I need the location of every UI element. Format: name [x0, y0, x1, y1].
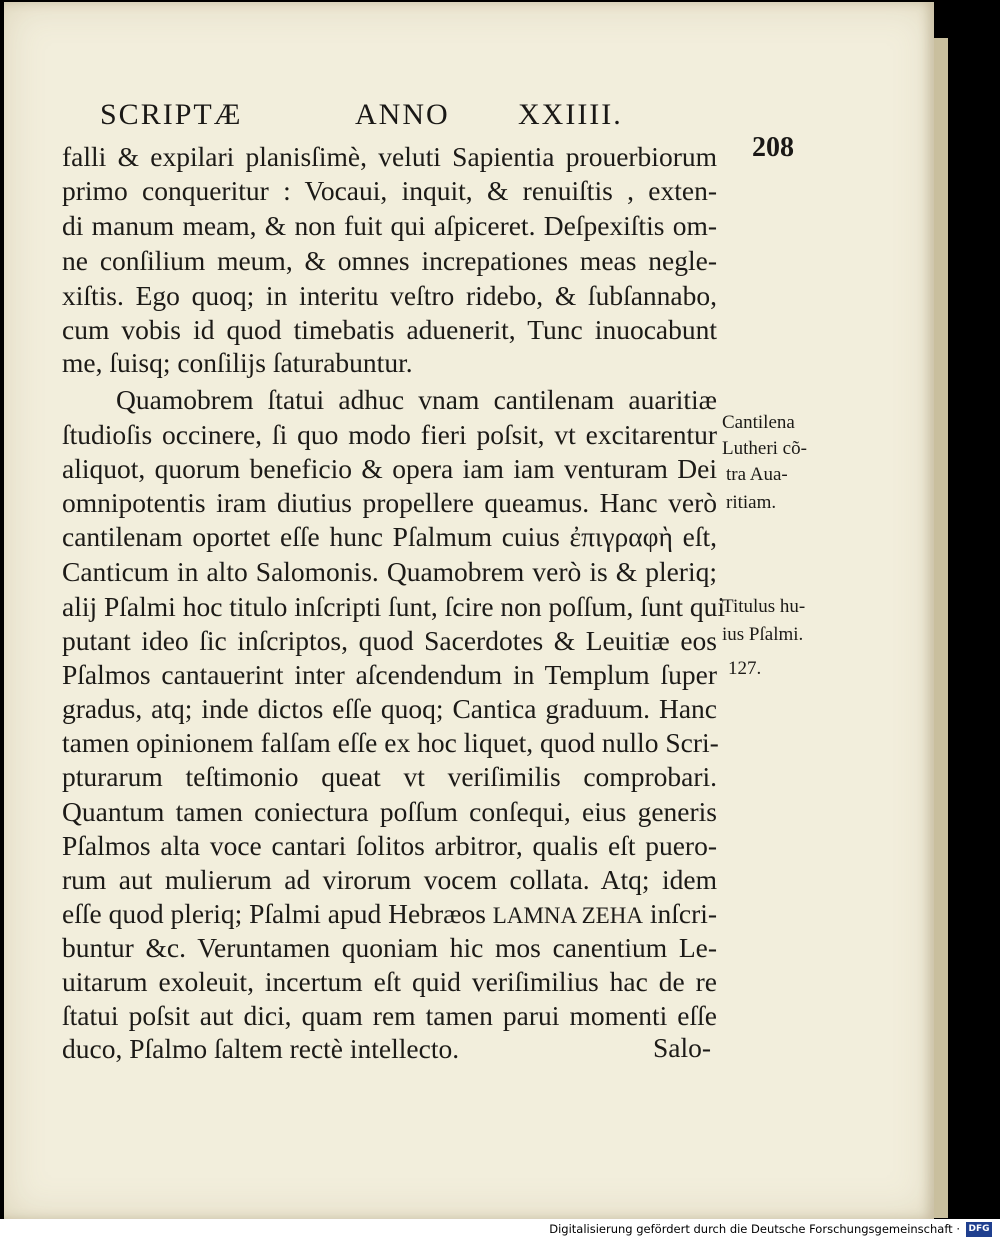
margin-line: 127. [728, 658, 762, 679]
text-line: ſtudioſis occinere, ſi quo modo fieri poſsit, vt excitarentur [62, 419, 717, 450]
text-line: rum aut mulierum ad virorum vocem collata. Atq; idem [62, 864, 717, 895]
text-line-with-smallcaps [62, 897, 717, 930]
margin-line: ius Pſalmi. [722, 624, 804, 645]
footer-bar [0, 1219, 1000, 1241]
text-line: omnipotentis iram diutius propellere queamus. Hanc verò [62, 487, 717, 518]
text-line: falli & expilari planisſimè, veluti Sapientia prouerbiorum [62, 141, 717, 172]
text-line: Pſalmos alta voce cantari ſolitos arbitror, qualis eſt puero- [62, 830, 717, 861]
text-line: me, ſuisq; conſilijs ſaturabuntur. [62, 347, 413, 378]
running-header [100, 98, 720, 138]
smallcaps-term: LAMNA ZEHA [492, 903, 643, 928]
running-title-part-1: SCRIPTÆ [100, 98, 243, 131]
text-segment: inſcri- [649, 898, 718, 929]
margin-line: tra Aua- [726, 464, 788, 485]
text-line: Canticum in alto Salomonis. Quamobrem verò is & pleriq; [62, 556, 717, 587]
text-line: tamen opinionem falſam eſſe ex hoc liquet, quod nullo Scri- [62, 727, 719, 758]
text-line: ne conſilium meum, & omnes increpationes meas negle- [62, 245, 717, 276]
text-line: putant ideo ſic inſcriptos, quod Sacerdotes & Leuitiæ eos [62, 625, 717, 656]
page-number: 208 [752, 132, 794, 163]
margin-line: ritiam. [726, 492, 777, 513]
text-line: di manum meam, & non fuit qui aſpiceret. Deſpexiſtis om- [62, 210, 717, 241]
catchword: Salo- [653, 1032, 712, 1063]
text-line: primo conqueritur : Vocaui, inquit, & renuiſtis , exten- [62, 175, 717, 206]
dfg-logo-icon: DFG [966, 1222, 992, 1237]
text-line: buntur &c. Veruntamen quoniam hic mos canentium Le- [62, 932, 717, 963]
running-title-part-2: ANNO [355, 98, 450, 131]
funding-credit: Digitalisierung gefördert durch die Deutsche Forschungsgemeinschaft · [549, 1222, 960, 1236]
text-line: pturarum teſtimonio queat vt veriſimilis comprobari. [62, 761, 717, 792]
text-line: uitarum exoleuit, incertum eſt quid veriſimilius hac de re [62, 966, 717, 997]
page-edge [934, 38, 948, 1218]
text-line: cantilenam oportet eſſe hunc Pſalmum cuius ἐπιγραφὴ eſt, [62, 521, 717, 552]
text-line: cum vobis id quod timebatis aduenerit, Tunc inuocabunt [62, 314, 717, 345]
text-line: aliquot, quorum beneficio & opera iam iam venturam Dei [62, 453, 717, 484]
text-line: alij Pſalmi hoc titulo inſcripti ſunt, ſcire non poſſum, ſunt qui [62, 591, 725, 622]
text-segment: eſſe quod pleriq; Pſalmi apud Hebræos [62, 898, 486, 929]
margin-line: Titulus hu- [722, 596, 806, 617]
paragraph-first-line: Quamobrem ſtatui adhuc vnam cantilenam auaritiæ [116, 384, 717, 415]
text-line: xiſtis. Ego quoq; in interitu veſtro ridebo, & ſubſannabo, [62, 280, 717, 311]
margin-line: Lutheri cõ- [722, 438, 807, 459]
margin-line: Cantilena [722, 412, 795, 433]
text-line: Quantum tamen coniectura poſſum conſequi, eius generis [62, 796, 717, 827]
text-line: ſtatui poſsit aut dici, quam rem tamen parui momenti eſſe [62, 1000, 717, 1031]
text-line: Pſalmos cantauerint inter aſcendendum in Templum ſuper [62, 659, 717, 690]
text-line: gradus, atq; inde dictos eſſe quoq; Cantica graduum. Hanc [62, 693, 717, 724]
running-title-part-3: XXIIII. [518, 98, 623, 131]
text-line: duco, Pſalmo ſaltem rectè intellecto. [62, 1033, 460, 1064]
